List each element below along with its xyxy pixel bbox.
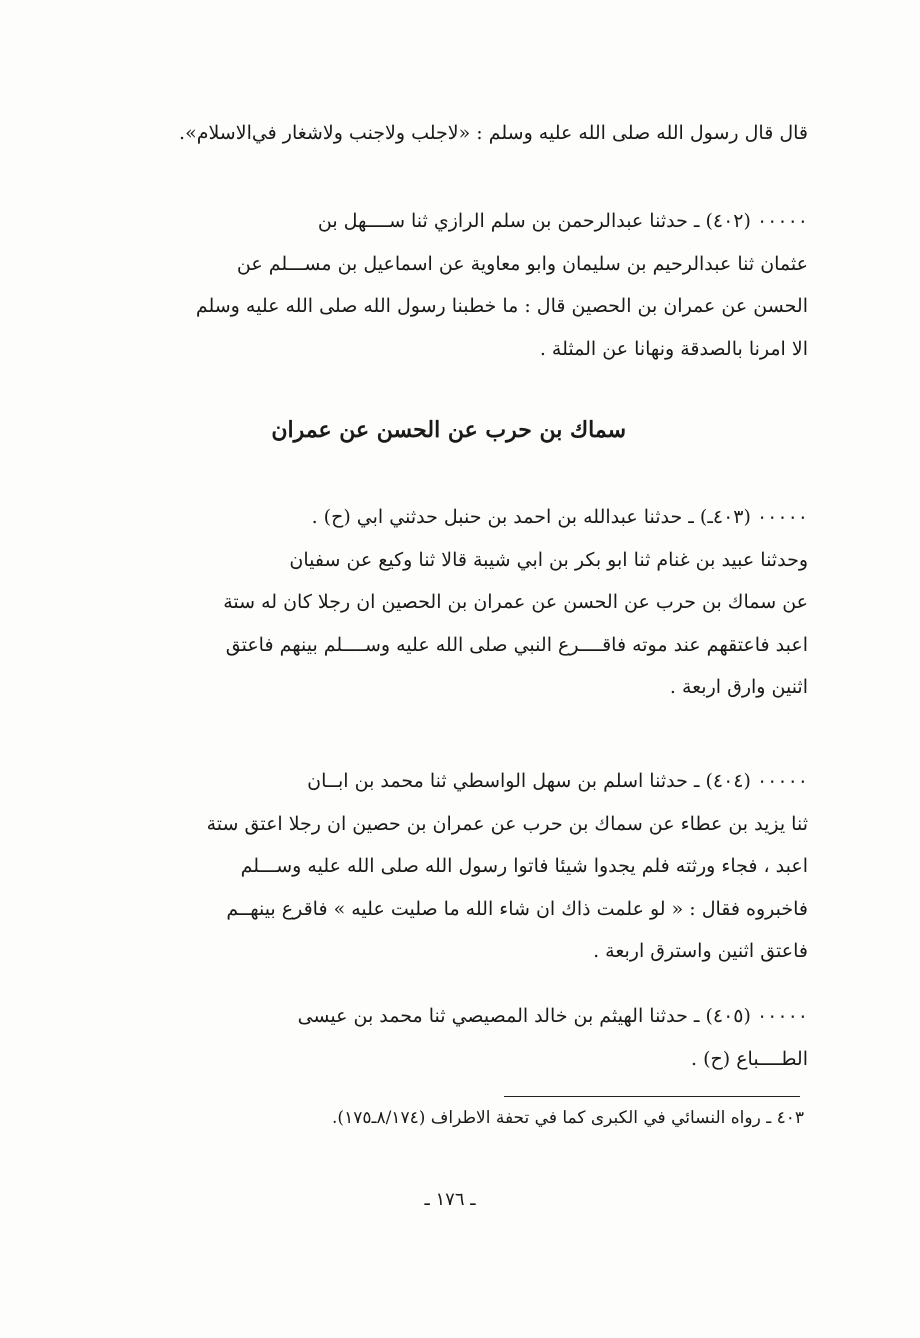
- hadith-402-paragraph: [110, 200, 808, 370]
- text-line: ٠٠٠٠٠ (٤٠٤) ـ حدثنا اسلم بن سهل الواسطي ثنا محمد بن ابــان: [307, 770, 808, 792]
- text-line: فاخبروه فقال : « لو علمت ذاك ان شاء الله ما صليت عليه » فاقرع بينهــم: [226, 897, 808, 920]
- text-line: ثنا يزيد بن عطاء عن سماك بن حرب عن عمران بن حصين ان رجلا اعتق ستة: [206, 812, 808, 835]
- text-line: عثمان ثنا عبدالرحيم بن سليمان وابو معاوية عن اسماعيل بن مســـلم عن: [236, 252, 808, 275]
- section-heading: سماك بن حرب عن الحسن عن عمران: [271, 417, 626, 443]
- intro-paragraph: [110, 112, 808, 155]
- text-line: ٠٠٠٠٠ (٤٠٥) ـ حدثنا الهيثم بن خالد المصيصي ثنا محمد بن عيسى: [297, 1005, 808, 1027]
- text-line: عن سماك بن حرب عن الحسن عن عمران بن الحصين ان رجلا كان له ستة: [223, 591, 808, 613]
- text-line: الا امرنا بالصدقة ونهانا عن المثلة .: [539, 337, 808, 360]
- footnote-text: ٤٠٣ ـ رواه النسائي في الكبرى كما في تحفة الاطراف (٨/١٧٤ـ١٧٥).: [332, 1108, 804, 1128]
- text-line: وحدثنا عبيد بن غنام ثنا ابو بكر بن ابي شيبة قالا ثنا وكيع عن سفيان: [289, 548, 808, 571]
- footnote-divider: [504, 1096, 800, 1097]
- text-line: الحسن عن عمران بن الحصين قال : ما خطبنا رسول الله صلى الله عليه وسلم: [195, 295, 808, 317]
- hadith-403-paragraph: [110, 496, 808, 709]
- text-line: الطــــباع (ح) .: [691, 1047, 808, 1070]
- text-line: اعبد فاعتقهم عند موته فاقــــرع النبي صلى الله عليه وســــلم بينهم فاعتق: [225, 633, 808, 656]
- text-line: ٠٠٠٠٠ (٤٠٢) ـ حدثنا عبدالرحمن بن سلم الرازي ثنا ســــهل بن: [317, 210, 808, 232]
- hadith-404-paragraph: [110, 760, 808, 973]
- hadith-405-paragraph: [110, 995, 808, 1080]
- text-line: ٠٠٠٠٠ (٤٠٣ـ) ـ حدثنا عبدالله بن احمد بن حنبل حدثني ابي (ح) .: [311, 506, 808, 528]
- text-line: فاعتق اثنين واسترق اربعة .: [593, 940, 808, 962]
- page-number: ـ ١٧٦ ـ: [424, 1189, 476, 1210]
- text-line: قال قال رسول الله صلى الله عليه وسلم : «لاجلب ولاجنب ولاشغار في‌الاسلام».: [179, 122, 808, 144]
- text-line: اعبد ، فجاء ورثته فلم يجدوا شيئا فاتوا رسول الله صلى الله عليه وســـلم: [240, 855, 808, 877]
- text-line: اثنين وارق اربعة .: [669, 676, 808, 698]
